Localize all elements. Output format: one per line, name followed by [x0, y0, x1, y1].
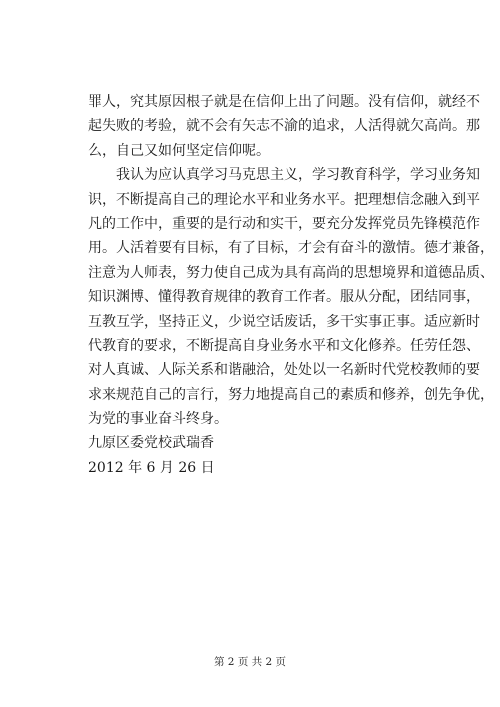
paragraph-2 [88, 163, 494, 431]
text-line: 我认为应认真学习马克思主义，学习教育科学，学习业务知 [116, 167, 480, 184]
text-line: 知识渊博、懂得教育规律的教育工作者。服从分配，团结同事， [88, 289, 480, 306]
text-line: 用。人活着要有目标，有了目标，才会有奋斗的激情。德才兼备， [88, 240, 494, 257]
text-line: 起失败的考验，就不会有矢志不渝的追求，人活得就欠高尚。那 [88, 118, 480, 135]
text-line: 为党的事业奋斗终身。 [88, 411, 228, 428]
text-line: 代教育的要求，不断提高自身业务水平和文化修养。任劳任怨、 [88, 337, 480, 354]
signature: 九原区委党校武瑞香 [88, 435, 214, 452]
text-line: 凡的工作中，重要的是行动和实干，要充分发挥党员先锋模范作 [88, 215, 480, 232]
text-line: 求来规范自己的言行，努力地提高自己的素质和修养，创先争优， [88, 386, 494, 403]
document-body [88, 90, 494, 480]
text-line: 识，不断提高自己的理论水平和业务水平。把理想信念融入到平 [88, 191, 480, 208]
text-line: 罪人，究其原因根子就是在信仰上出了问题。没有信仰，就经不 [88, 94, 480, 110]
text-line: 对人真诚、人际关系和谐融洽，处处以一名新时代党校教师的要 [88, 362, 480, 379]
paragraph-1 [88, 90, 480, 163]
text-line: 么，自己又如何坚定信仰呢。 [88, 142, 270, 159]
text-line: 注意为人师表，努力使自己成为具有高尚的思想境界和道德品质、 [88, 264, 494, 281]
text-line: 互教互学，坚持正义，少说空话废话，多干实事正事。适应新时 [88, 313, 480, 330]
date: 2012 年 6 月 26 日 [88, 459, 215, 476]
page-footer: 第 2 页 共 2 页 [213, 656, 287, 668]
